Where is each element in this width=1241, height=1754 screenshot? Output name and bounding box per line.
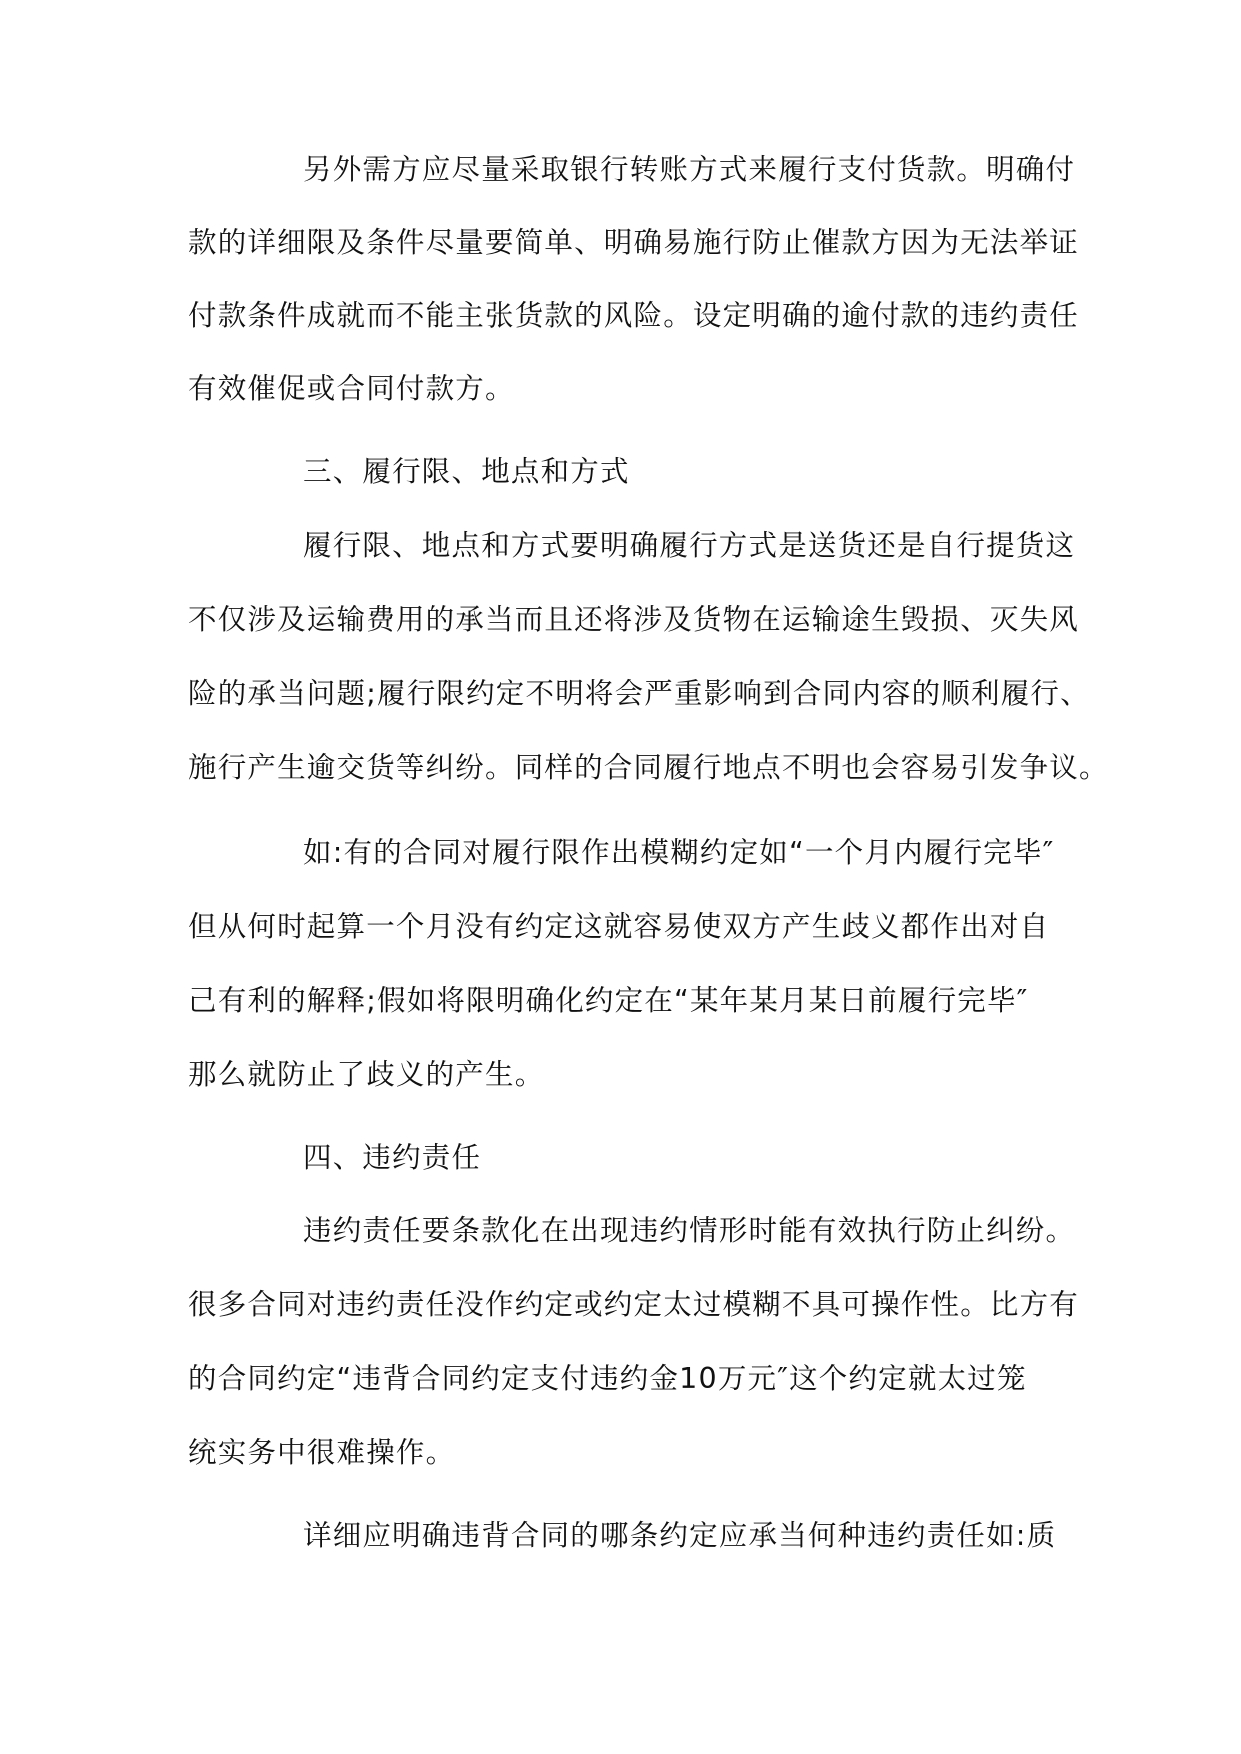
paragraph-line: 详细应明确违背合同的哪条约定应承当何种违约责任如:质 <box>303 1519 1057 1552</box>
paragraph-line: 违约责任要条款化在出现违约情形时能有效执行防止纠纷。 <box>303 1214 1076 1247</box>
paragraph-line: 不仅涉及运输费用的承当而且还将涉及货物在运输途生毁损、灭失风 <box>188 603 1080 636</box>
paragraph-line: 险的承当问题;履行限约定不明将会严重影响到合同内容的顺利履行、 <box>188 677 1090 710</box>
paragraph-line: 很多合同对违约责任没作约定或约定太过模糊不具可操作性。比方有 <box>188 1288 1080 1321</box>
paragraph-line: 但从何时起算一个月没有约定这就容易使双方产生歧义都作出对自 <box>188 910 1050 943</box>
paragraph-line: 那么就防止了歧义的产生。 <box>188 1058 545 1091</box>
paragraph-line: 己有利的解释;假如将限明确化约定在“某年某月某日前履行完毕″ <box>188 984 1029 1017</box>
paragraph-line: 有效催促或合同付款方。 <box>188 372 515 405</box>
paragraph-line: 如:有的合同对履行限作出模糊约定如“一个月内履行完毕″ <box>303 836 1055 869</box>
paragraph-line: 履行限、地点和方式要明确履行方式是送货还是自行提货这 <box>303 529 1076 562</box>
section-heading: 三、履行限、地点和方式 <box>303 455 630 488</box>
paragraph-line: 款的详细限及条件尽量要简单、明确易施行防止催款方因为无法举证 <box>188 226 1080 259</box>
paragraph-line: 另外需方应尽量采取银行转账方式来履行支付货款。明确付 <box>303 153 1076 186</box>
paragraph-line: 统实务中很难操作。 <box>188 1436 456 1469</box>
paragraph-line: 施行产生逾交货等纠纷。同样的合同履行地点不明也会容易引发争议。 <box>188 751 1109 784</box>
paragraph-line: 的合同约定“违背合同约定支付违约金10万元″这个约定就太过笼 <box>188 1362 1027 1395</box>
section-heading: 四、违约责任 <box>303 1141 482 1174</box>
paragraph-line: 付款条件成就而不能主张货款的风险。设定明确的逾付款的违约责任 <box>188 299 1080 332</box>
